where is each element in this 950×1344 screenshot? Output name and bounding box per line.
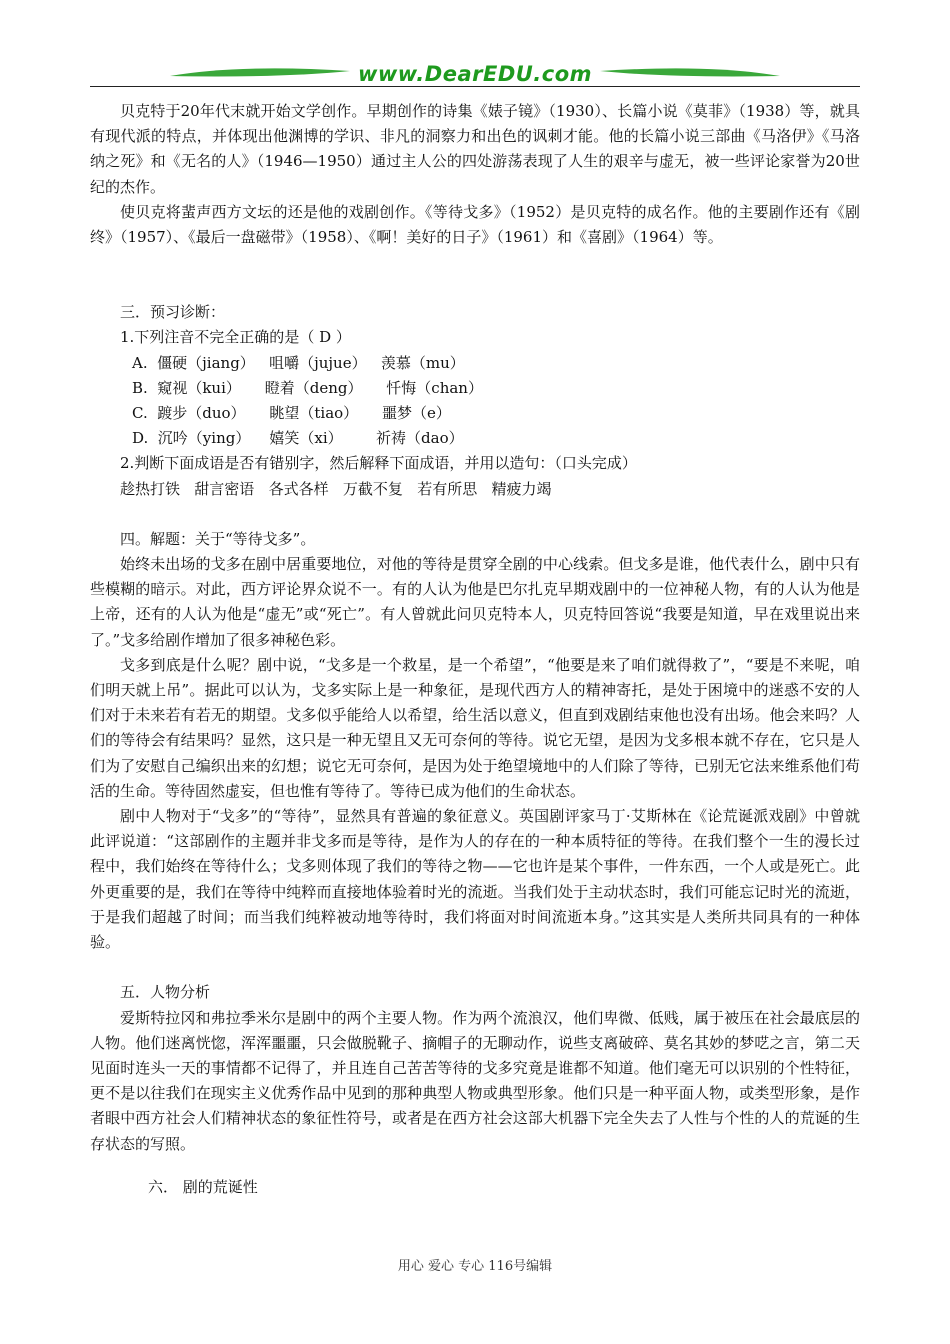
intro-paragraph-1: 贝克特于20年代末就开始文学创作。早期创作的诗集《婊子镜》（1930）、长篇小说《莫菲》（1938）等，就具有现代派的特点，并体现出他渊博的学识、非凡的洞察力和出色的讽刺才能。他的长篇小说三部曲《马洛伊》《马洛纳之死》和《无名的人》（1946—1950）通过主人公的四处游荡表现了人生的艰辛与虚无，被一些评论家誉为20世纪的杰作。 — [90, 102, 860, 196]
question-1: 1.下列注音不完全正确的是（ D ） — [120, 328, 351, 347]
site-header — [90, 58, 860, 94]
section-4-paragraph-3: 剧中人物对于“戈多”的“等待”，显然具有普遍的象征意义。英国剧评家马丁·艾斯林在《论荒诞派戏剧》中曾就此评说道：“这部剧作的主题并非戈多而是等待，是作为人的存在的一种本质特征的等待。在我们整个一生的漫长过程中，我们始终在等待什么；戈多则体现了我们的等待之物——它也许是某个事件，一件东西，一个人或是死亡。此外更重要的是，我们在等待中纯粹而直接地体验着时光的流逝。当我们处于主动状态时，我们可能忘记时光的流逝，于是我们超越了时间；而当我们纯粹被动地等待时，我们将面对时间流逝本身。”这其实是人类所共同具有的一种体验。 — [90, 807, 860, 952]
section-4-heading: 四。解题：关于“等待戈多”。 — [120, 529, 316, 548]
document-body — [90, 99, 860, 1200]
page-footer: 用心 爱心 专心 116号编辑 — [397, 1259, 553, 1274]
option-d: D. 沉吟（ying） 嬉笑（xi） 祈祷（dao） — [132, 429, 464, 448]
question-2: 2.判断下面成语是否有错别字，然后解释下面成语，并用以造句：（口头完成） — [120, 454, 637, 473]
option-c: C. 踱步（duo） 眺望（tiao） 噩梦（e） — [132, 404, 451, 423]
section-5-heading: 五．人物分析 — [120, 983, 211, 1002]
intro-paragraph-2: 使贝克将蜚声西方文坛的还是他的戏剧创作。《等待戈多》（1952）是贝克特的成名作。他的主要剧作还有《剧终》（1957）、《最后一盘磁带》（1958）、《啊！美好的日子》（1961）和《喜剧》（1964）等。 — [90, 202, 860, 247]
option-b: B. 窥视（kui） 瞪着（deng） 忏悔（chan） — [132, 378, 483, 397]
section-5-paragraph-1: 爱斯特拉冈和弗拉季米尔是剧中的两个主要人物。作为两个流浪汉，他们卑微、低贱，属于被压在社会最底层的人物。他们迷离恍惚，浑浑噩噩，只会做脱靴子、摘帽子的无聊动作，说些支离破碎、莫名其妙的梦呓之言，第二天见面时连头一天的事情都不记得了，并且连自己苦苦等待的戈多究竟是谁都不知道。他们毫无可以识别的个性特征，更不是以往我们在现实主义优秀作品中见到的那种典型人物或典型形象。他们只是一种平面人物，或类型形象，是作者眼中西方社会人们精神状态的象征性符号，或者是在西方社会这部大机器下完全失去了人性与个性的人的荒诞的生存状态的写照。 — [90, 1008, 860, 1153]
site-logo[interactable]: www.DearEDU.com — [357, 62, 593, 86]
section-4-paragraph-2: 戈多到底是什么呢？剧中说，“戈多是一个救星，是一个希望”，“他要是来了咱们就得救了”，“要是不来呢，咱们明天就上吊”。据此可以认为，戈多实际上是一种象征，是现代西方人的精神寄托，是处于困境中的迷惑不安的人们对于未来若有若无的期望。戈多似乎能给人以希望，给生活以意义，但直到戏剧结束他也没有出场。他会来吗？人们的等待会有结果吗？显然，这只是一种无望且又无可奈何的等待。说它无望，是因为戈多根本就不存在，它只是人们为了安慰自己编织出来的幻想；说它无可奈何，是因为处于绝望境地中的人们除了等待，已别无它法来维系他们苟活的生命。等待固然虚妄，但也惟有等待了。等待已成为他们的生命状态。 — [90, 655, 860, 800]
section-6-heading: 六． 剧的荒诞性 — [148, 1177, 258, 1196]
section-3-heading: 三．预习诊断： — [120, 303, 226, 322]
option-a: A. 僵硬（jiang） 咀嚼（jujue） 羡慕（mu） — [132, 353, 465, 372]
section-4-paragraph-1: 始终未出场的戈多在剧中居重要地位，对他的等待是贯穿全剧的中心线索。但戈多是谁，他代表什么，剧中只有些模糊的暗示。对此，西方评论界众说不一。有的人认为他是巴尔扎克早期戏剧中的一位神秘人物，有的人认为他是上帝，还有的人认为他是“虚无”或“死亡”。有人曾就此问贝克特本人，贝克特回答说“我要是知道，早在戏里说出来了。”戈多给剧作增加了很多神秘色彩。 — [90, 555, 860, 649]
header-rule — [90, 86, 860, 87]
idiom-list: 趁热打铁 甜言密语 各式各样 万截不复 若有所思 精疲力竭 — [120, 479, 552, 498]
